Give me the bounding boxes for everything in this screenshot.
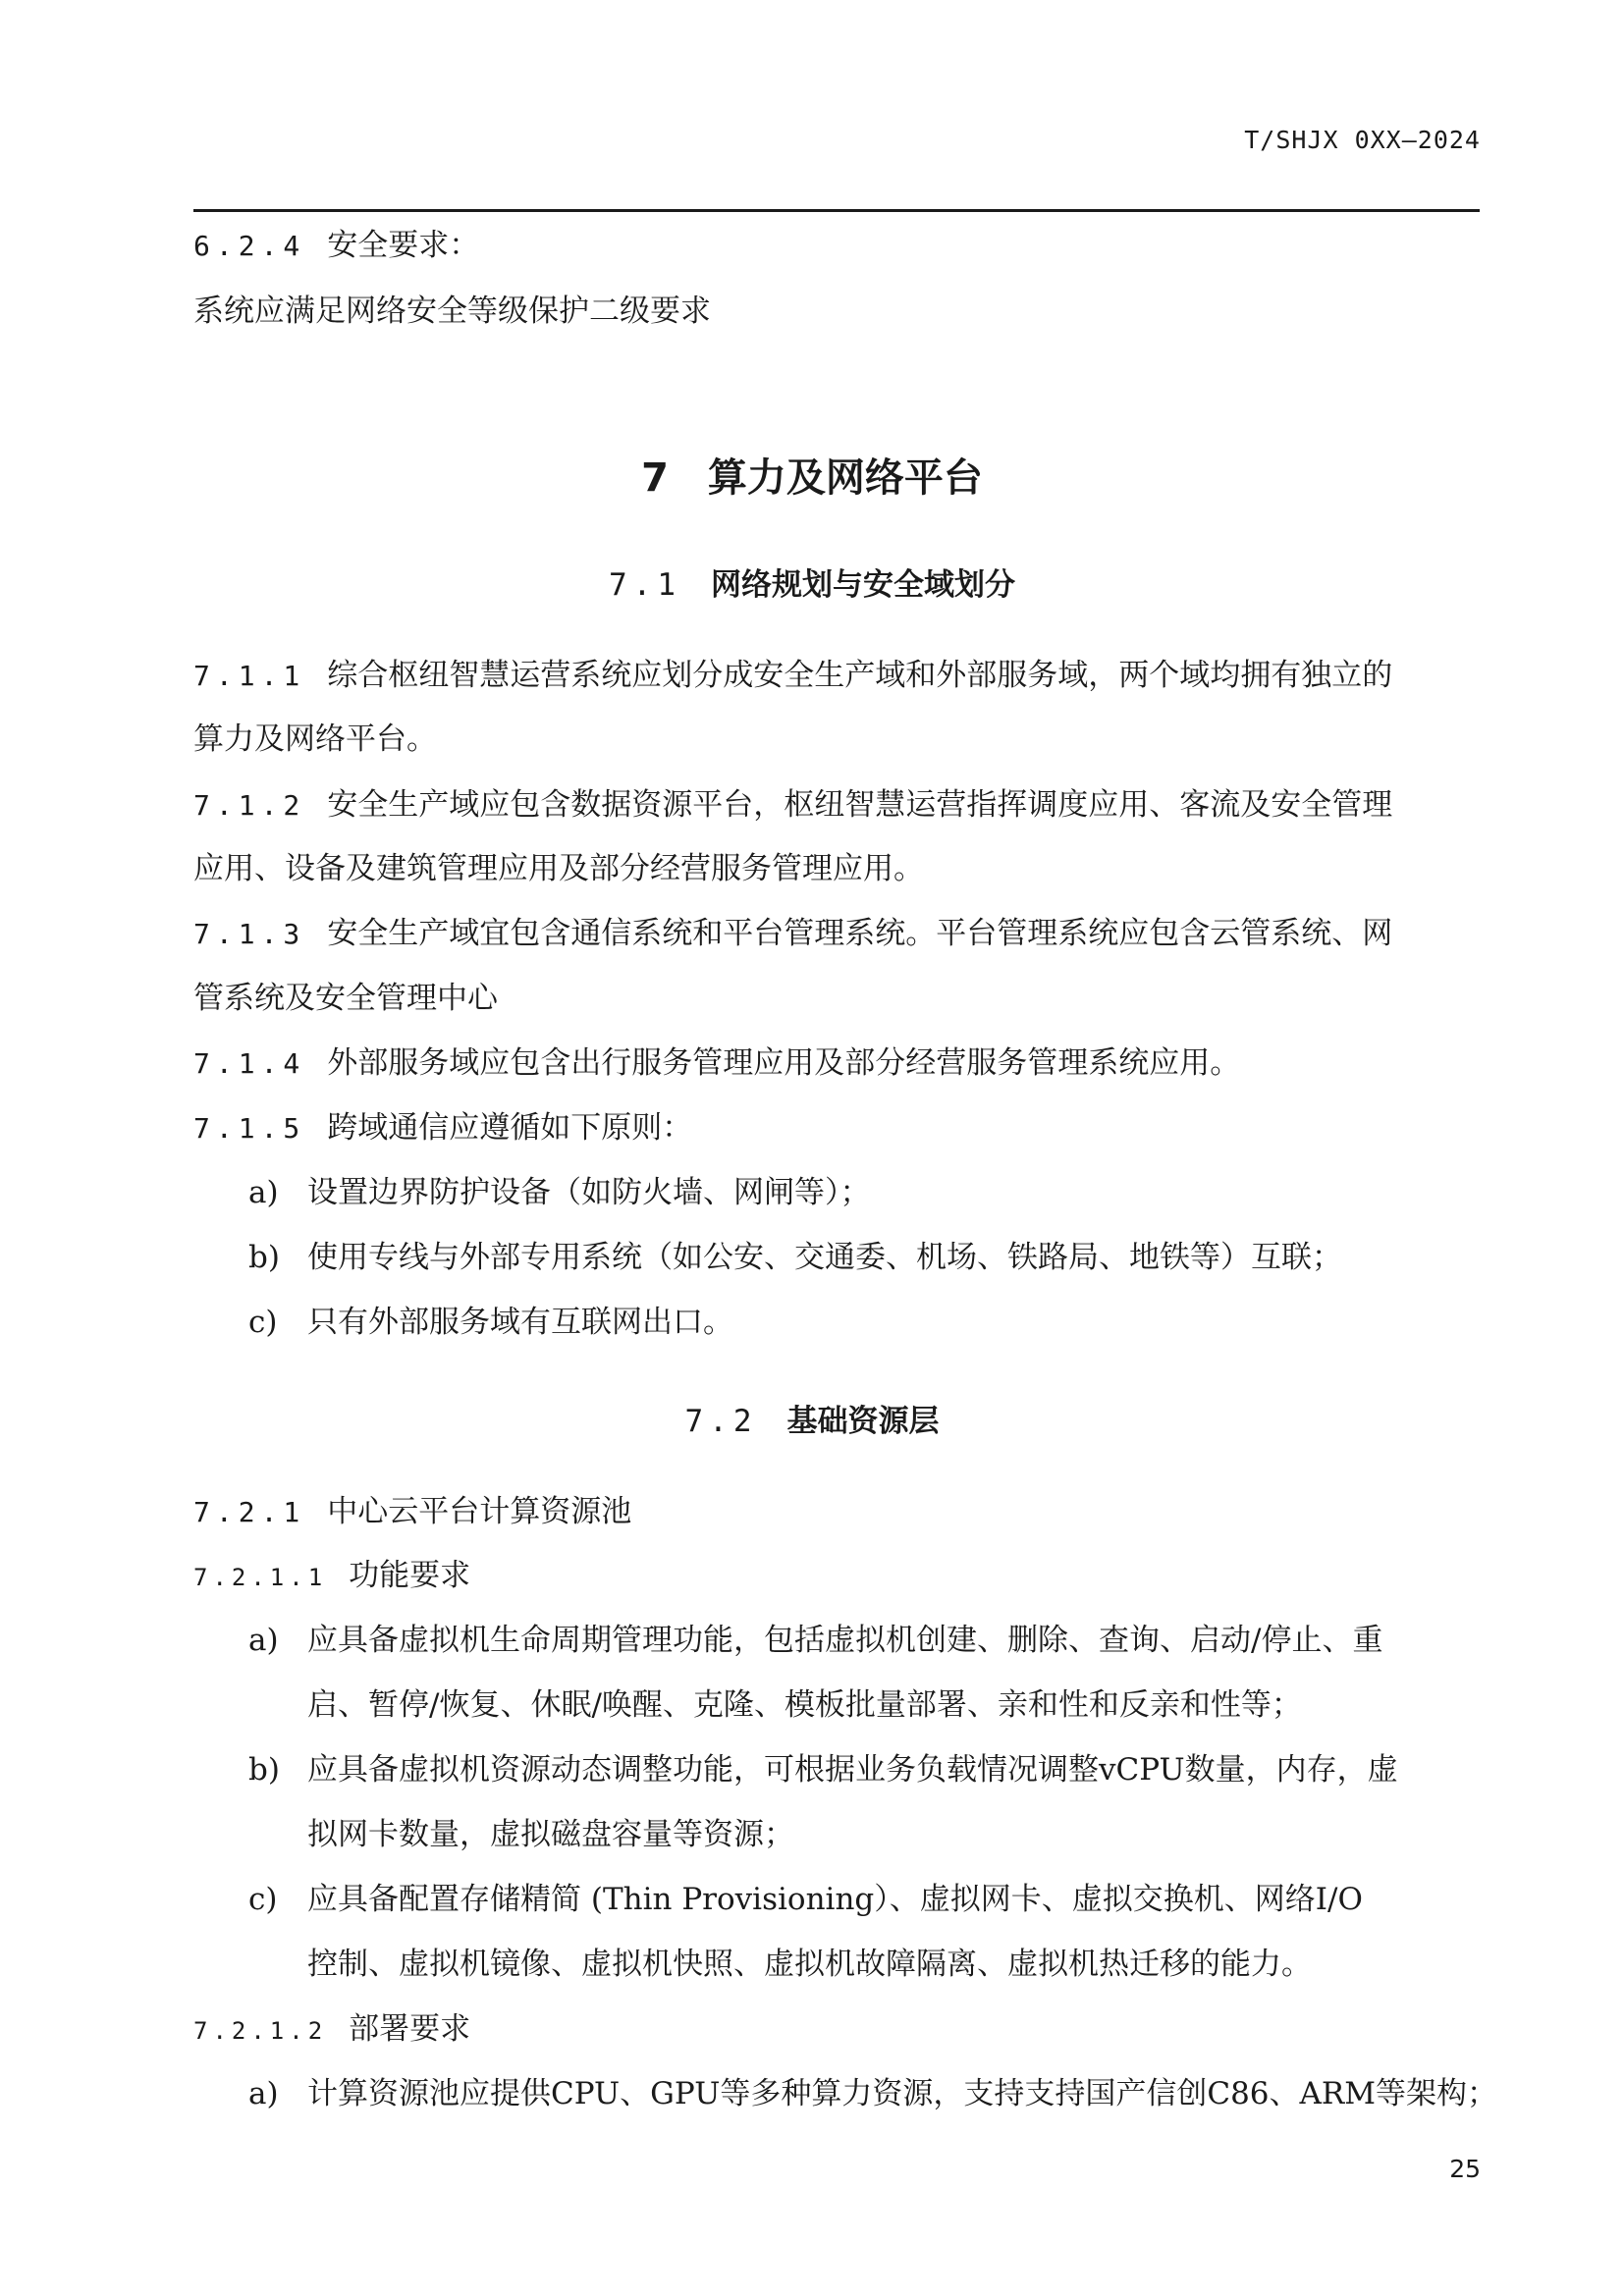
list-label: b) (248, 1240, 280, 1275)
list-text: 只有外部服务域有互联网出口。 (307, 1305, 733, 1340)
list-label: a) (248, 1175, 279, 1210)
list-item (248, 1173, 871, 1212)
section-number: 7.1 (609, 567, 681, 603)
clause-number: 7.1.5 (193, 1112, 306, 1145)
list-text: 计算资源池应提供CPU、GPU等多种算力资源，支持支持国产信创C86、ARM等架构； (307, 2076, 1497, 2111)
clause-7-2-1-1 (193, 1556, 470, 1597)
clause-7-1-1-cont: 算力及网络平台。 (193, 721, 437, 757)
clause-number: 7.1.3 (193, 918, 306, 950)
list-text: 应具备虚拟机生命周期管理功能，包括虚拟机创建、删除、查询、启动/停止、重 (307, 1623, 1383, 1658)
list-item-cont: 拟网卡数量，虚拟磁盘容量等资源； (307, 1817, 794, 1852)
list-item (248, 1303, 733, 1342)
list-label: c) (248, 1882, 278, 1917)
list-item (248, 1621, 1382, 1660)
list-item (248, 1238, 1342, 1277)
clause-text: 安全生产域宜包含通信系统和平台管理系统。平台管理系统应包含云管系统、网 (327, 916, 1393, 951)
clause-title: 部署要求 (349, 2011, 471, 2047)
list-item-cont: 启、暂停/恢复、休眠/唤醒、克隆、模板批量部署、亲和性和反亲和性等； (307, 1687, 1302, 1723)
clause-text: 外部服务域应包含出行服务管理应用及部分经营服务管理系统应用。 (327, 1045, 1241, 1081)
list-text: 设置边界防护设备（如防火墙、网闸等）； (307, 1175, 871, 1210)
clause-number: 6.2.4 (193, 230, 306, 262)
clause-7-1-5 (193, 1108, 692, 1148)
list-item (248, 1750, 1398, 1789)
clause-number: 7.1.1 (193, 660, 306, 692)
header-rule (193, 209, 1480, 212)
clause-7-1-4 (193, 1043, 1240, 1084)
clause-text: 安全生产域应包含数据资源平台，枢纽智慧运营指挥调度应用、客流及安全管理 (327, 787, 1393, 823)
clause-7-2-1-2 (193, 2009, 470, 2051)
document-code: T/SHJX 0XX—2024 (1244, 126, 1481, 154)
section-title: 网络规划与安全域划分 (711, 567, 1015, 603)
list-text: 应具备虚拟机资源动态调整功能，可根据业务负载情况调整vCPU数量，内存，虚 (307, 1752, 1398, 1788)
list-item (248, 1880, 1363, 1919)
clause-number: 7.1.2 (193, 789, 306, 822)
clause-7-1-1 (193, 656, 1392, 696)
clause-7-1-2 (193, 785, 1392, 826)
clause-title: 中心云平台计算资源池 (327, 1494, 632, 1529)
clause-number: 7.2.1.2 (193, 2017, 328, 2045)
section-heading-7-1 (0, 560, 1624, 604)
list-item-cont: 控制、虚拟机镜像、虚拟机快照、虚拟机故障隔离、虚拟机热迁移的能力。 (307, 1947, 1312, 1982)
clause-7-2-1 (193, 1492, 631, 1532)
clause-7-1-3 (193, 914, 1392, 954)
clause-7-1-3-cont: 管系统及安全管理中心 (193, 981, 498, 1016)
clause-text: 跨域通信应遵循如下原则： (327, 1110, 693, 1146)
clause-text: 综合枢纽智慧运营系统应划分成安全生产域和外部服务域，两个域均拥有独立的 (327, 658, 1393, 693)
clause-6-2-4 (193, 226, 479, 266)
clause-7-1-2-cont: 应用、设备及建筑管理应用及部分经营服务管理应用。 (193, 851, 924, 886)
page-number: 25 (1449, 2155, 1481, 2183)
list-text: 使用专线与外部专用系统（如公安、交通委、机场、铁路局、地铁等）互联； (307, 1240, 1342, 1275)
chapter-heading (0, 447, 1624, 503)
list-text: 应具备配置存储精简 (Thin Provisioning）、虚拟网卡、虚拟交换机、网络I/O (307, 1882, 1363, 1917)
list-label: a) (248, 2076, 279, 2111)
section-number: 7.2 (684, 1404, 758, 1439)
chapter-number: 7 (641, 455, 669, 501)
section-heading-7-2 (0, 1396, 1624, 1440)
clause-number: 7.2.1.1 (193, 1564, 328, 1591)
section-title: 基础资源层 (786, 1404, 940, 1439)
clause-number: 7.1.4 (193, 1047, 306, 1080)
list-label: c) (248, 1305, 278, 1340)
clause-title: 安全要求： (327, 228, 480, 263)
clause-title: 功能要求 (349, 1558, 471, 1593)
clause-number: 7.2.1 (193, 1496, 306, 1528)
list-item (248, 2074, 1497, 2113)
list-label: b) (248, 1752, 280, 1788)
list-label: a) (248, 1623, 279, 1658)
clause-6-2-4-text: 系统应满足网络安全等级保护二级要求 (193, 294, 711, 329)
chapter-title: 算力及网络平台 (707, 455, 983, 501)
